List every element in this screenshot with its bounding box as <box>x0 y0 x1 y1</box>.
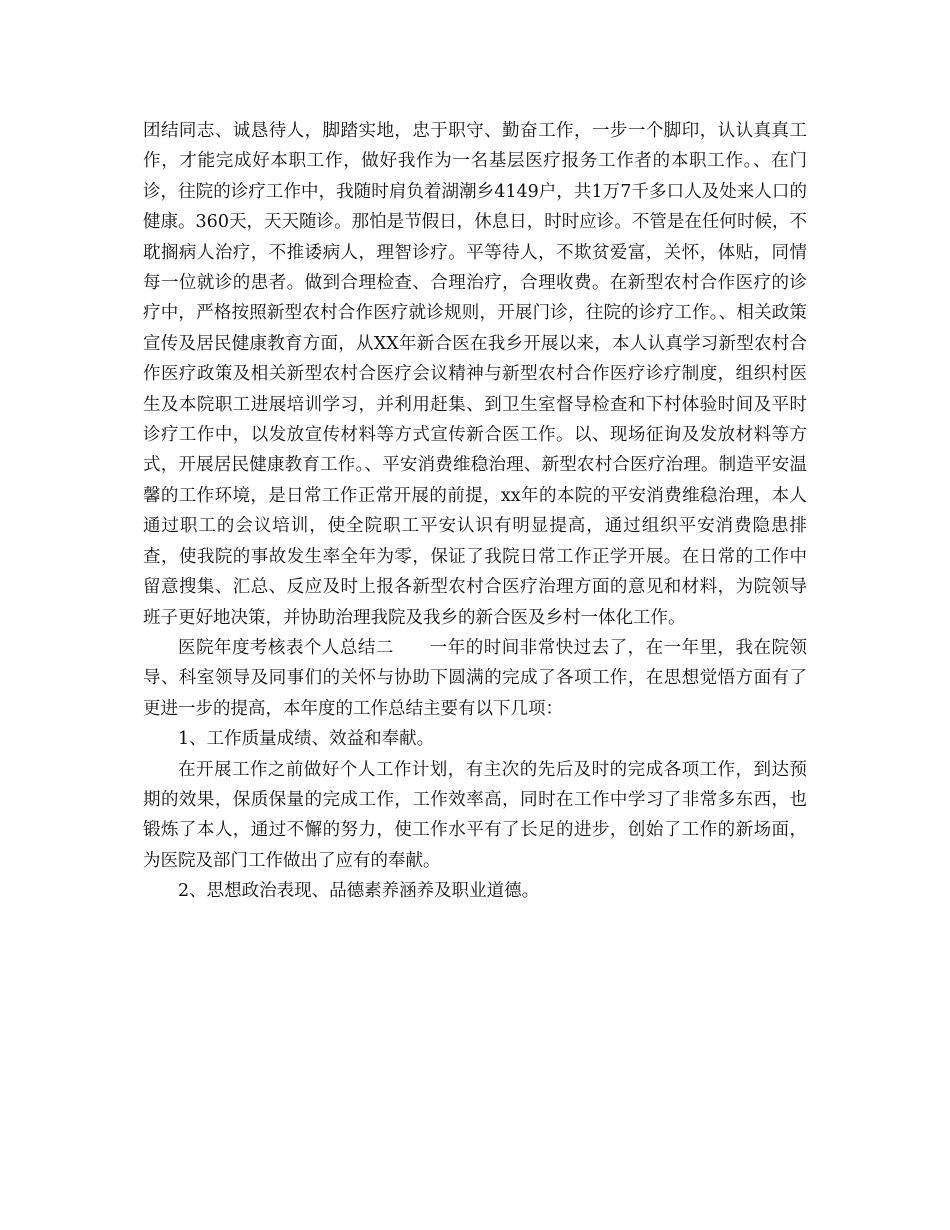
document-body <box>143 116 807 907</box>
paragraph-summary-intro: 医院年度考核表个人总结二 一年的时间非常快过去了，在一年里，我在院领导、科室领导及同事们的关怀与协助下圆满的完成了各项工作，在思想觉悟方面有了更进一步的提高，本年度的工作总结主要有以下几项： <box>143 637 807 719</box>
section-heading-political-ethics: 2、思想政治表现、品德素养涵养及职业道德。 <box>178 881 540 902</box>
paragraph-work-duties: 团结同志、诚恳待人，脚踏实地，忠于职守、勤奋工作，一步一个脚印，认认真真工作，才能完成好本职工作，做好我作为一名基层医疗报务工作者的本职工作。、在门诊，往院的诊疗工作中，我随时肩负着湖潮乡4149户，共1万7千多口人及处来人口的健康。360天，天天随诊。那怕是节假日，休息日，时时应诊。不管是在任何时候，不耽搁病人治疗，不推诿病人，理智诊疗。平等待人，不欺贫爱富，关怀，体贴，同情每一位就诊的患者。做到合理检查、合理治疗，合理收费。在新型农村合作医疗的诊疗中，严格按照新型农村合作医疗就诊规则，开展门诊，往院的诊疗工作。、相关政策宣传及居民健康教育方面，从XX年新合医在我乡开展以来，本人认真学习新型农村合作医疗政策及相关新型农村合医疗会议精神与新型农村合作医疗诊疗制度，组织村医生及本院职工进展培训学习，并利用赶集、到卫生室督导检查和下村体验时间及平时诊疗工作中，以发放宣传材料等方式宣传新合医工作。以、现场征询及发放材料等方式，开展居民健康教育工作。、平安消费维稳治理、新型农村合医疗治理。制造平安温馨的工作环境，是日常工作正常开展的前提，xx年的本院的平安消费维稳治理，本人通过职工的会议培训，使全院职工平安认识有明显提高，通过组织平安消费隐患排查，使我院的事故发生率全年为零，保证了我院日常工作正学开展。在日常的工作中留意搜集、汇总、反应及时上报各新型农村合医疗治理方面的意见和材料，为院领导班子更好地决策，并协助治理我院及我乡的新合医及乡村一体化工作。 <box>143 121 807 628</box>
section-heading-work-quality: 1、工作质量成绩、效益和奉献。 <box>178 729 435 750</box>
paragraph-work-quality: 在开展工作之前做好个人工作计划，有主次的先后及时的完成各项工作，到达预期的效果，保质保量的完成工作，工作效率高，同时在工作中学习了非常多东西，也锻炼了本人，通过不懈的努力，使工作水平有了长足的进步，创始了工作的新场面，为医院及部门工作做出了应有的奉献。 <box>143 759 807 871</box>
